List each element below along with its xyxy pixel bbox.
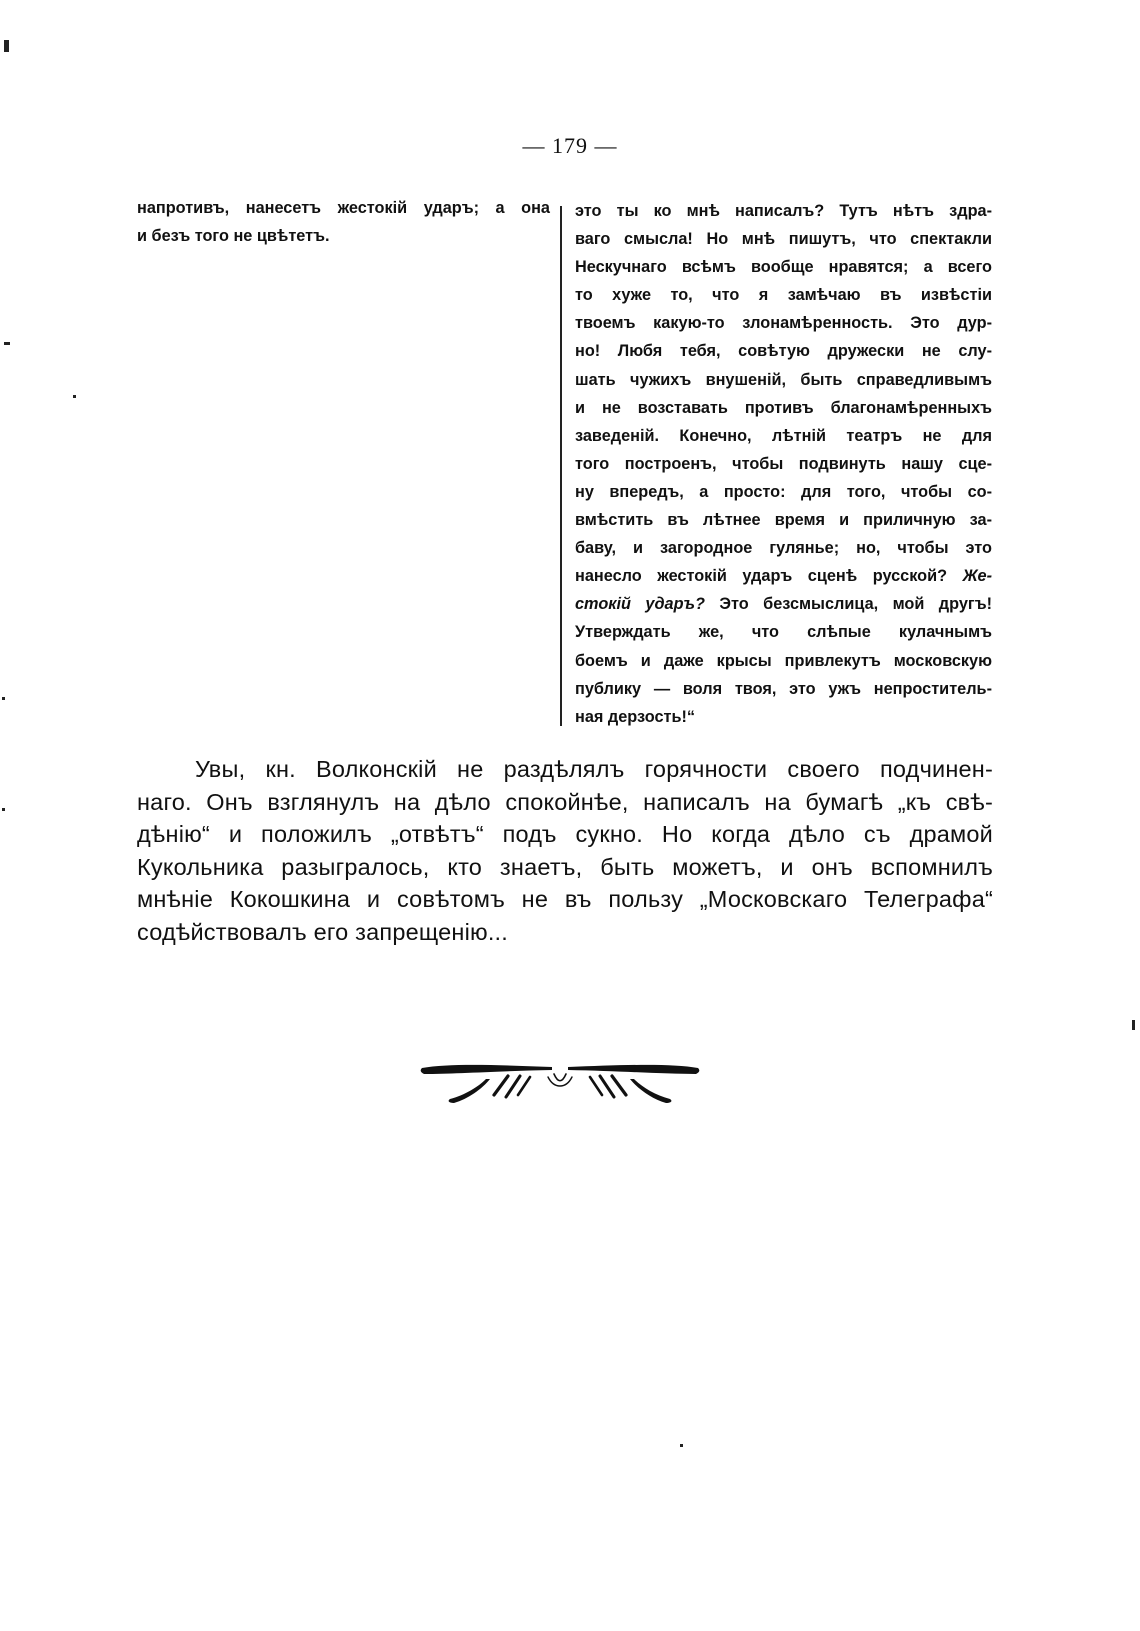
text-line: того построенъ, чтобы подвинуть нашу сце-: [575, 454, 992, 473]
text-line: боемъ и даже крысы привлекутъ московскую: [575, 651, 992, 670]
text-line: баву, и загородное гулянье; но, чтобы это: [575, 539, 992, 558]
text-line: публику — воля твоя, это ужъ непроститель-: [575, 679, 992, 698]
text-line: твоемъ какую-то злонамѣренность. Это дур-: [575, 314, 992, 333]
text-line: напротивъ, нанесетъ жестокій ударъ; а она: [137, 199, 550, 217]
text-line: шать чужихъ внушеній, быть справедливымъ: [575, 370, 992, 389]
vignette-tailpiece-icon: [420, 1055, 700, 1105]
text-line: ну впередъ, а просто: для того, чтобы со-: [575, 482, 992, 501]
text-line: это ты ко мнѣ написалъ? Тутъ нѣтъ здра-: [575, 202, 992, 220]
column-rule: [560, 206, 562, 726]
text-line: и не возставать противъ благонамѣренныхъ: [575, 398, 992, 417]
text-line: и безъ того не цвѣтетъ.: [137, 227, 330, 246]
italic-text: Же-: [962, 567, 992, 586]
scan-mark: [73, 395, 76, 398]
scan-mark: [1132, 1020, 1135, 1030]
text-line: Кукольника разыгралось, кто знаетъ, быть можетъ, и онъ вспомнилъ: [137, 853, 993, 880]
text-line: то хуже то, что я замѣчаю въ извѣстіи: [575, 286, 992, 305]
text-segment: Это безсмыслица, мой другъ!: [705, 595, 992, 614]
right-column: [575, 197, 992, 731]
italic-text: стокій ударъ?: [575, 595, 705, 614]
text-line: ная дерзость!“: [575, 707, 696, 726]
main-paragraph: [137, 753, 993, 948]
text-line: ваго смысла! Но мнѣ пишутъ, что спектакли: [575, 230, 992, 249]
left-column: [137, 194, 550, 250]
text-line: [575, 562, 992, 590]
scan-mark: [4, 40, 9, 52]
text-line: Нескучнаго всѣмъ вообще нравятся; а всего: [575, 258, 992, 277]
text-line: наго. Онъ взглянулъ на дѣло спокойнѣе, написалъ на бумагѣ „къ свѣ-: [137, 788, 993, 815]
text-line: мнѣніе Кокошкина и совѣтомъ не въ пользу „Московскаго Телеграфа“: [137, 886, 993, 912]
scan-mark: [2, 697, 5, 700]
text-line: но! Любя тебя, совѣтую дружески не слу-: [575, 342, 992, 361]
scan-mark: [680, 1444, 683, 1447]
text-line: заведеній. Конечно, лѣтній театръ не для: [575, 426, 992, 445]
scan-mark: [4, 342, 10, 345]
text-line: дѣнію“ и положилъ „отвѣтъ“ подъ сукно. Но когда дѣло съ драмой: [137, 821, 993, 847]
text-segment: нанесло жестокій ударъ сценѣ русской?: [575, 567, 963, 586]
text-line: [575, 590, 992, 618]
text-line: Утверждать же, что слѣпые кулачнымъ: [575, 623, 992, 642]
text-line: Увы, кн. Волконскій не раздѣлялъ горячности своего подчинен-: [195, 756, 993, 782]
page-number: — 179 —: [522, 133, 618, 158]
text-line: вмѣстить въ лѣтнее время и приличную за-: [575, 511, 992, 530]
text-line: содѣйствовалъ его запрещенію...: [137, 918, 509, 945]
scan-mark: [2, 808, 5, 811]
